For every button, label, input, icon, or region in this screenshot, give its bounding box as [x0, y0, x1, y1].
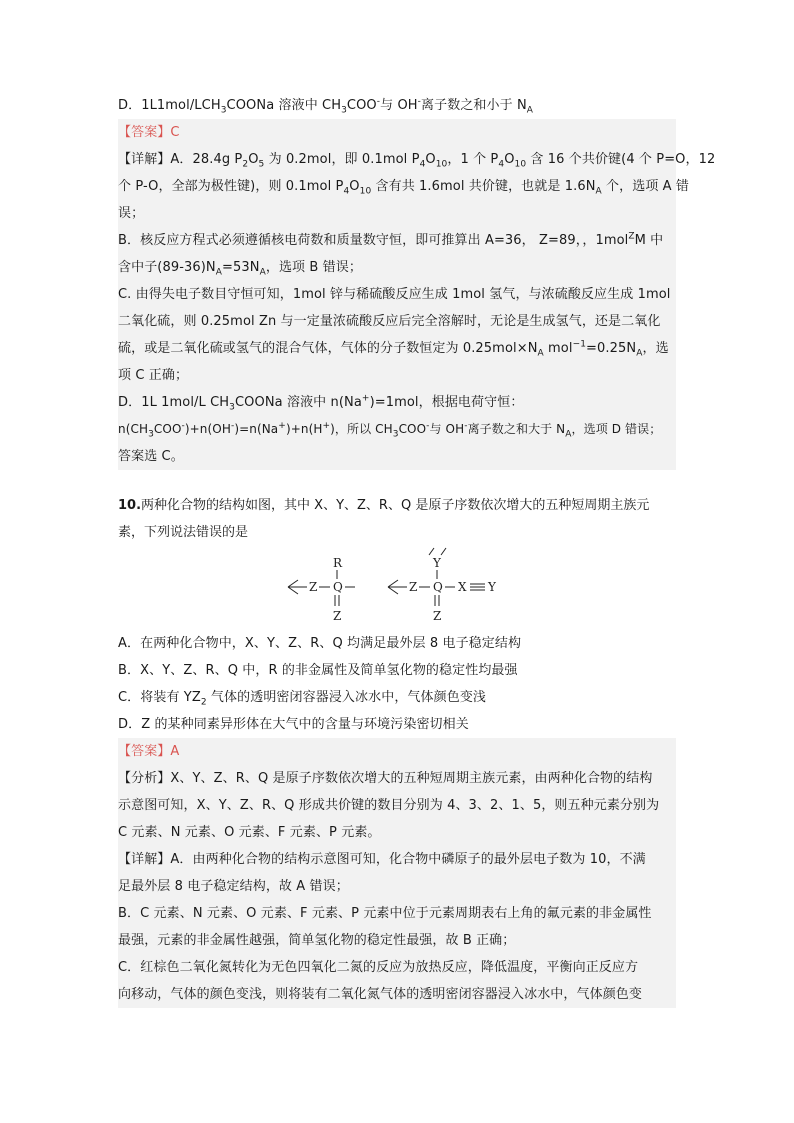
- question-10-title-cont: 素，下列说法错误的是: [118, 525, 249, 540]
- question-number: 10.: [118, 498, 142, 513]
- prev-detail-line: 个 P-O，全部为极性键)，则 0.1mol $P_4O_{10}$ 含有共 1.6mol 共价键，也就是 $1.6N_A$ 个，选项 A 错: [118, 179, 689, 197]
- prev-detail-line: 误；: [118, 206, 145, 221]
- q10-answer-block: [118, 738, 676, 1008]
- analysis-line: 示意图可知，X、Y、Z、R、Q 形成共价键的数目分别为 4、3、2、1、5，则五种元素分别为: [118, 798, 660, 813]
- prev-detail-line: $n(CH_3COO^-)+n(OH^-)=n(Na^+)+n(H^+)$，所以 $CH_3COO^-$与 OH-离子数之和大于 $N_A$，选项 D 错误；: [118, 421, 662, 440]
- analysis-line: 【分析】X、Y、Z、R、Q 是原子序数依次增大的五种短周期主族元素，由两种化合物的结构: [118, 771, 653, 786]
- prev-answer: [118, 119, 676, 146]
- right-Z-bottom: Z: [433, 609, 442, 623]
- answer-value: C: [170, 125, 180, 140]
- left-R: R: [333, 556, 343, 570]
- analysis-line: C．红棕色二氧化氮转化为无色四氧化二氮的反应为放热反应，降低温度，平衡向正反应方: [118, 960, 639, 975]
- option-c: C．将装有 $YZ_2$ 气体的透明密闭容器浸入冰水中，气体颜色变浅: [118, 690, 487, 708]
- right-X: X: [458, 580, 467, 594]
- right-Y: Y: [433, 556, 441, 570]
- question-10-title: 10.两种化合物的结构如图，其中 X、Y、Z、R、Q 是原子序数依次增大的五种短周期主族元: [118, 498, 650, 513]
- answer-label: 【答案】: [118, 744, 171, 759]
- prev-detail-line: 二氧化硫，则 0.25mol Zn 与一定量浓硫酸反应后完全溶解时，无论是生成氢气，还是二氧化: [118, 314, 661, 329]
- page-content: [118, 92, 716, 1008]
- prev-detail-line: 含中子$(89-36)N_A=53N_A$，选项 B 错误；: [118, 260, 362, 278]
- right-Z: Z: [409, 580, 418, 594]
- prev-detail-line: 【详解】A．28.4g $P_2O_5$ 为 0.2mol，即 0.1mol $P_4O_{10}$，1 个 $P_4O_{10}$ 含 16 个共价键(4 个 P=O，12: [118, 152, 716, 170]
- left-Q: Q: [333, 580, 343, 594]
- structure-diagram: [118, 546, 676, 630]
- analysis-line: 足最外层 8 电子稳定结构，故 A 错误；: [118, 879, 349, 894]
- left-Z-bottom: Z: [333, 609, 342, 623]
- answer-label: 【答案】: [118, 125, 171, 140]
- right-Q: Q: [433, 580, 443, 594]
- answer-value: A: [170, 744, 180, 759]
- prev-detail-line: 答案选 C。: [118, 449, 184, 464]
- structure-svg: [283, 546, 523, 630]
- analysis-line: 【详解】A．由两种化合物的结构示意图可知，化合物中磷原子的最外层电子数为 10，不满: [118, 852, 646, 867]
- option-d: D．Z 的某种同素异形体在大气中的含量与环境污染密切相关: [118, 717, 469, 732]
- right-Y2: Y: [488, 580, 496, 594]
- prev-detail-line: 硫，或是二氧化硫或氢气的混合气体，气体的分子数恒定为 $0.25mol\times N_A$ $mol^{-1}=0.25N_A$，选: [118, 339, 669, 359]
- analysis-line: 最强，元素的非金属性越强，简单氢化物的稳定性最强，故 B 正确；: [118, 933, 516, 948]
- prev-detail-line: 项 C 正确；: [118, 368, 189, 383]
- analysis-line: C 元素、N 元素、O 元素、F 元素、P 元素。: [118, 825, 381, 840]
- prev-detail-line: C. 由得失电子数目守恒可知，1mol 锌与稀硫酸反应生成 1mol 氢气，与浓硫酸反应生成 1mol: [118, 287, 671, 302]
- prev-detail-line: B．核反应方程式必须遵循核电荷数和质量数守恒，即可推算出 A=36， Z=89，，1mol$^Z$M 中: [118, 231, 664, 248]
- q10-answer: [118, 738, 676, 765]
- prev-detail-line: D．1L 1mol/L $CH_3COONa$ 溶液中 n(Na+)=1mol，根据电荷守恒：: [118, 393, 524, 413]
- prev-answer-block: [118, 119, 716, 470]
- prev-option-d: D．$1L1mol/LCH_3COONa$ 溶液中 $CH_3COO^-$与 OH-离子数之和小于 $N_A$: [118, 96, 534, 116]
- analysis-line: B．C 元素、N 元素、O 元素、F 元素、P 元素中位于元素周期表右上角的氟元素的非金属性: [118, 906, 652, 921]
- analysis-line: 向移动，气体的颜色变浅，则将装有二氧化氮气体的透明密闭容器浸入冰水中，气体颜色变: [118, 987, 643, 1002]
- option-a: A．在两种化合物中，X、Y、Z、R、Q 均满足最外层 8 电子稳定结构: [118, 636, 522, 651]
- left-Z: Z: [309, 580, 318, 594]
- option-b: B．X、Y、Z、R、Q 中，R 的非金属性及简单氢化物的稳定性均最强: [118, 663, 518, 678]
